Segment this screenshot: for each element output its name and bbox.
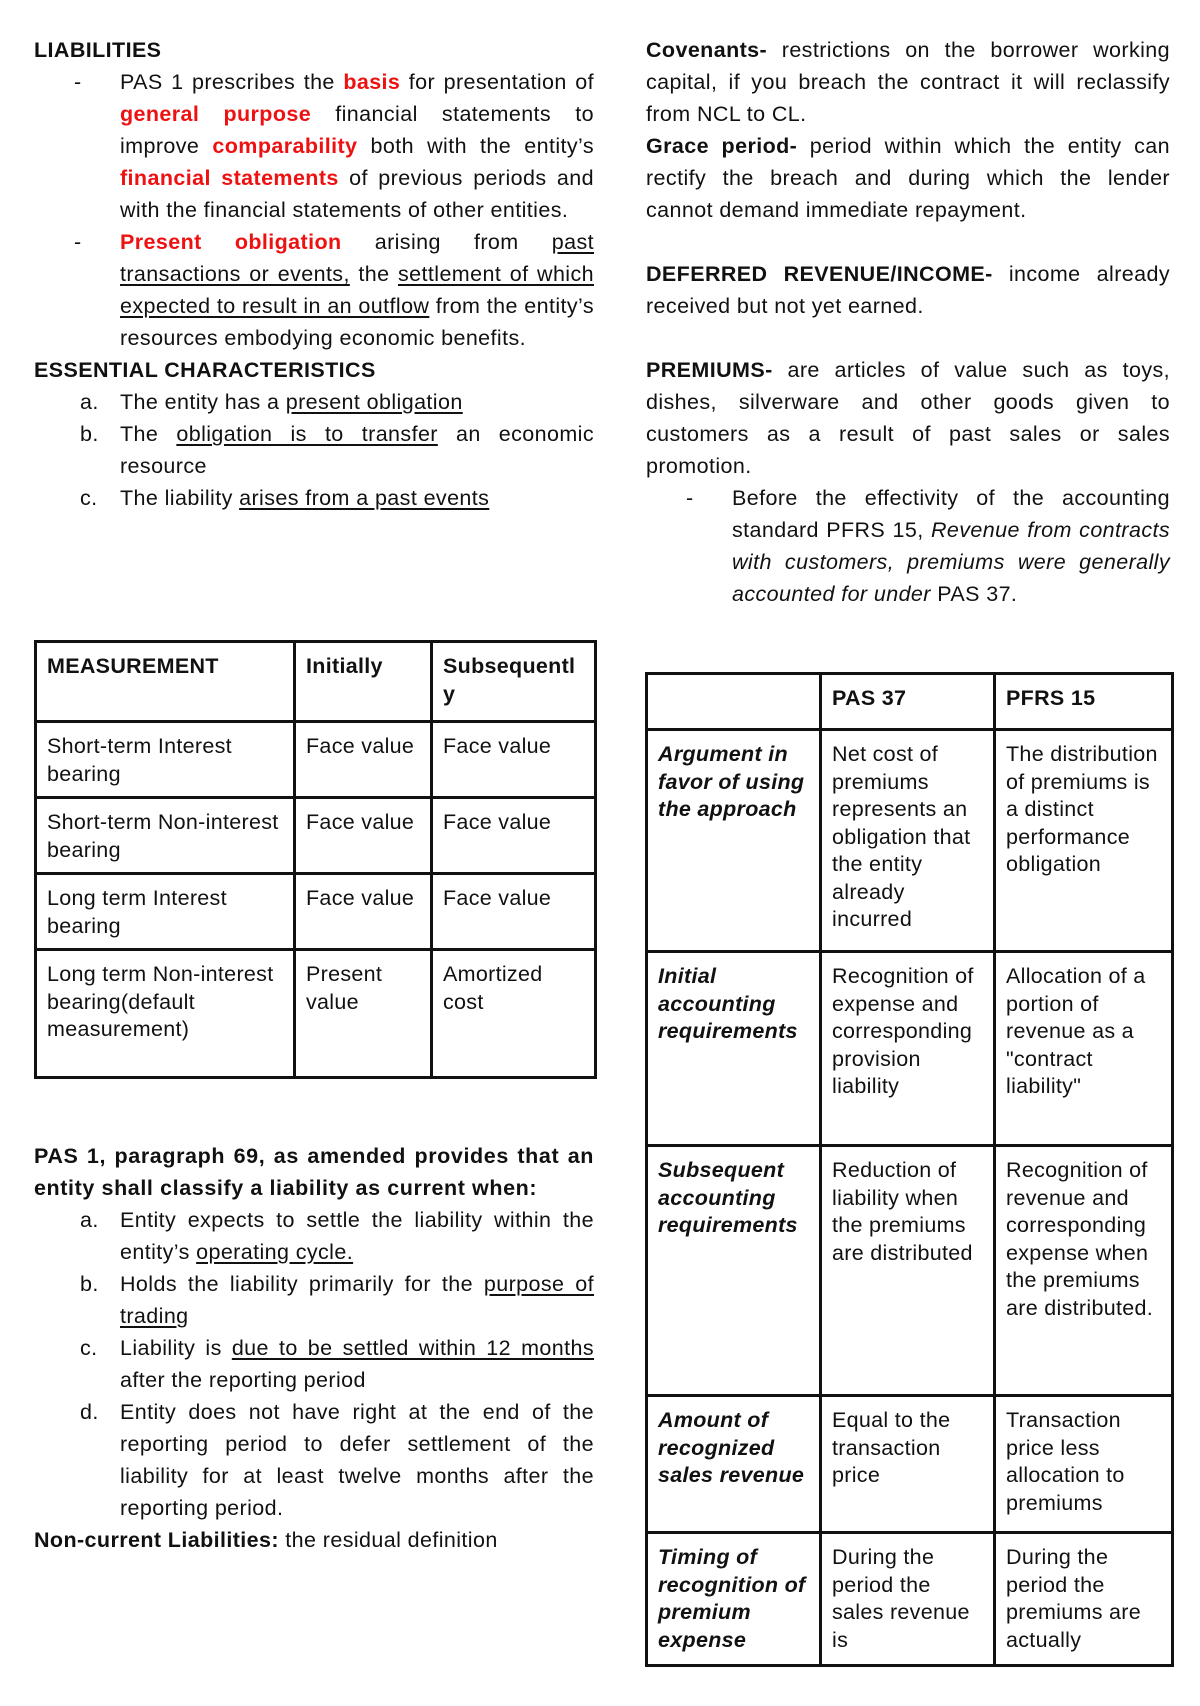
italic-text: Revenue from contracts with customers, premiums were generally accounted for under	[732, 518, 1170, 606]
left-lower	[34, 1140, 594, 1556]
underlined-text: operating cycle.	[196, 1240, 354, 1264]
table-cell: During the period the sales revenue is	[821, 1533, 995, 1666]
list-marker: b.	[80, 1272, 99, 1296]
list-marker: a.	[80, 1208, 99, 1232]
measurement-table	[34, 640, 597, 1079]
liabilities-heading: LIABILITIES	[34, 38, 162, 62]
bullet-marker: -	[74, 70, 82, 94]
header-measurement: MEASUREMENT	[36, 642, 295, 722]
text: The entity has a	[120, 390, 286, 414]
text: of previous periods and with the financial statements of other entities.	[120, 166, 594, 222]
list-item	[34, 482, 594, 514]
table-cell: Net cost of premiums represents an obligation that the entity already incurred	[821, 730, 995, 952]
table-cell: The distribution of premiums is a distinct performance obligation	[995, 730, 1173, 952]
premiums-text: are articles of value such as toys, dishes, silverware and other goods given to customers as a result of past sales or sales promotion.	[646, 358, 1170, 478]
measurement-header-row	[36, 642, 596, 722]
covenants-text: restrictions on the borrower working capital, if you breach the contract it will reclassify from NCL to CL.	[646, 38, 1170, 126]
table-cell: Equal to the transaction price	[821, 1396, 995, 1533]
table-cell: Recognition of revenue and corresponding expense when the premiums are distributed.	[995, 1146, 1173, 1396]
grace-period-label: Grace period-	[646, 134, 798, 158]
list-item	[34, 418, 594, 482]
essential-characteristics-list	[34, 386, 594, 514]
liabilities-bullet-1	[34, 66, 594, 226]
text: both with the entity’s	[357, 134, 594, 158]
header-pas37: PAS 37	[821, 674, 995, 730]
text: Entity does not have right at the end of the reporting period to defer settlement of the liability for at least twelve months after the reporting period.	[120, 1400, 594, 1520]
text: an economic resource	[120, 422, 594, 478]
text: PAS 1 prescribes the	[120, 70, 344, 94]
premium-accounting-table	[645, 672, 1174, 1667]
list-item	[34, 1204, 594, 1268]
deferred-revenue-text: income already received but not yet earned.	[646, 262, 1170, 318]
table-row	[647, 1396, 1173, 1533]
premiums-label: PREMIUMS-	[646, 358, 773, 382]
header-pfrs15: PFRS 15	[995, 674, 1173, 730]
row-header: Subsequent accounting requirements	[647, 1146, 821, 1396]
table-cell: Face value	[432, 798, 596, 874]
list-marker: a.	[80, 390, 99, 414]
text: Before the effectivity of the accounting standard PFRS 15,	[732, 486, 1170, 542]
underlined-past-transactions: past transactions or events,	[120, 230, 595, 286]
table-cell: Present value	[295, 950, 432, 1078]
table-cell: Long term Interest bearing	[36, 874, 295, 950]
row-header: Initial accounting requirements	[647, 952, 821, 1146]
table-row	[36, 950, 596, 1078]
covenants-label: Covenants-	[646, 38, 768, 62]
table-row	[647, 730, 1173, 952]
grace-period-text: period within which the entity can rectify the breach and during which the lender cannot demand immediate repayment.	[646, 134, 1170, 222]
text: arising from	[341, 230, 552, 254]
premiums-bullet	[646, 482, 1170, 610]
table-row	[36, 798, 596, 874]
table-row	[647, 952, 1173, 1146]
non-current-definition	[34, 1524, 594, 1556]
underlined-text: present obligation	[285, 390, 463, 414]
underlined-text: due to be settled within 12 months	[231, 1336, 595, 1360]
liabilities-bullet-2	[34, 226, 594, 354]
text: for presentation of	[400, 70, 594, 94]
header-subsequently: Subsequently	[432, 642, 596, 722]
keyword-present-obligation: Present obligation	[120, 230, 342, 254]
keyword-financial-statements: financial statements	[120, 166, 339, 190]
text: from the entity’s resources embodying economic benefits.	[120, 294, 594, 350]
essential-characteristics-heading: ESSENTIAL CHARACTERISTICS	[34, 358, 376, 382]
non-current-label: Non-current Liabilities:	[34, 1528, 279, 1552]
text: The liability	[120, 486, 240, 510]
table-cell: During the period the premiums are actually	[995, 1533, 1173, 1666]
list-marker: d.	[80, 1400, 99, 1424]
list-marker: b.	[80, 422, 99, 446]
underlined-text: obligation is to transfer	[176, 422, 438, 446]
text: Entity expects to settle the liability within the entity’s	[120, 1208, 594, 1264]
row-header: Timing of recognition of premium expense	[647, 1533, 821, 1666]
current-criteria-list	[34, 1204, 594, 1524]
table-cell: Long term Non-interest bearing(default measurement)	[36, 950, 295, 1078]
table-row	[647, 1533, 1173, 1666]
text: PAS 37.	[930, 582, 1018, 606]
text: after the reporting period	[120, 1368, 366, 1392]
keyword-comparability: comparability	[212, 134, 358, 158]
table-row	[36, 722, 596, 798]
covenants-paragraph	[646, 34, 1170, 130]
left-column	[34, 34, 594, 514]
keyword-general-purpose: general purpose	[120, 102, 312, 126]
premium-header-row	[647, 674, 1173, 730]
deferred-revenue-paragraph	[646, 258, 1170, 322]
table-cell: Face value	[295, 874, 432, 950]
text: financial statements to improve	[120, 102, 594, 158]
table-cell: Face value	[295, 798, 432, 874]
list-item	[34, 1268, 594, 1332]
table-cell: Short-term Interest bearing	[36, 722, 295, 798]
table-row	[647, 1146, 1173, 1396]
deferred-revenue-label: DEFERRED REVENUE/INCOME-	[646, 262, 993, 286]
right-column	[646, 34, 1170, 610]
non-current-text: the residual definition	[278, 1528, 498, 1552]
text: The	[120, 422, 177, 446]
table-cell: Recognition of expense and corresponding provision liability	[821, 952, 995, 1146]
table-cell: Allocation of a portion of revenue as a "contract liability"	[995, 952, 1173, 1146]
header-blank	[647, 674, 821, 730]
table-cell: Short-term Non-interest bearing	[36, 798, 295, 874]
list-marker: c.	[80, 486, 98, 510]
text: Holds the liability primarily for the	[120, 1272, 484, 1296]
grace-period-paragraph	[646, 130, 1170, 226]
list-item	[34, 386, 594, 418]
pas1-paragraph-69-heading: PAS 1, paragraph 69, as amended provides that an entity shall classify a liability as current when:	[34, 1144, 594, 1200]
table-cell: Reduction of liability when the premiums are distributed	[821, 1146, 995, 1396]
table-row	[36, 874, 596, 950]
text: Liability is	[120, 1336, 232, 1360]
table-cell: Transaction price less allocation to premiums	[995, 1396, 1173, 1533]
underlined-text: arises from a past events	[239, 486, 490, 510]
row-header: Amount of recognized sales revenue	[647, 1396, 821, 1533]
underlined-text: purpose of trading	[120, 1272, 594, 1328]
bullet-marker: -	[74, 230, 82, 254]
premiums-paragraph	[646, 354, 1170, 482]
list-item	[34, 1332, 594, 1396]
underlined-settlement: settlement of which expected to result in an outflow	[120, 262, 594, 318]
list-marker: c.	[80, 1336, 98, 1360]
list-item	[34, 1396, 594, 1524]
table-cell: Face value	[432, 722, 596, 798]
keyword-basis: basis	[343, 70, 401, 94]
table-cell: Face value	[432, 874, 596, 950]
table-cell: Amortized cost	[432, 950, 596, 1078]
row-header: Argument in favor of using the approach	[647, 730, 821, 952]
text: the	[349, 262, 399, 286]
header-initially: Initially	[295, 642, 432, 722]
table-cell: Face value	[295, 722, 432, 798]
bullet-marker: -	[686, 486, 694, 510]
